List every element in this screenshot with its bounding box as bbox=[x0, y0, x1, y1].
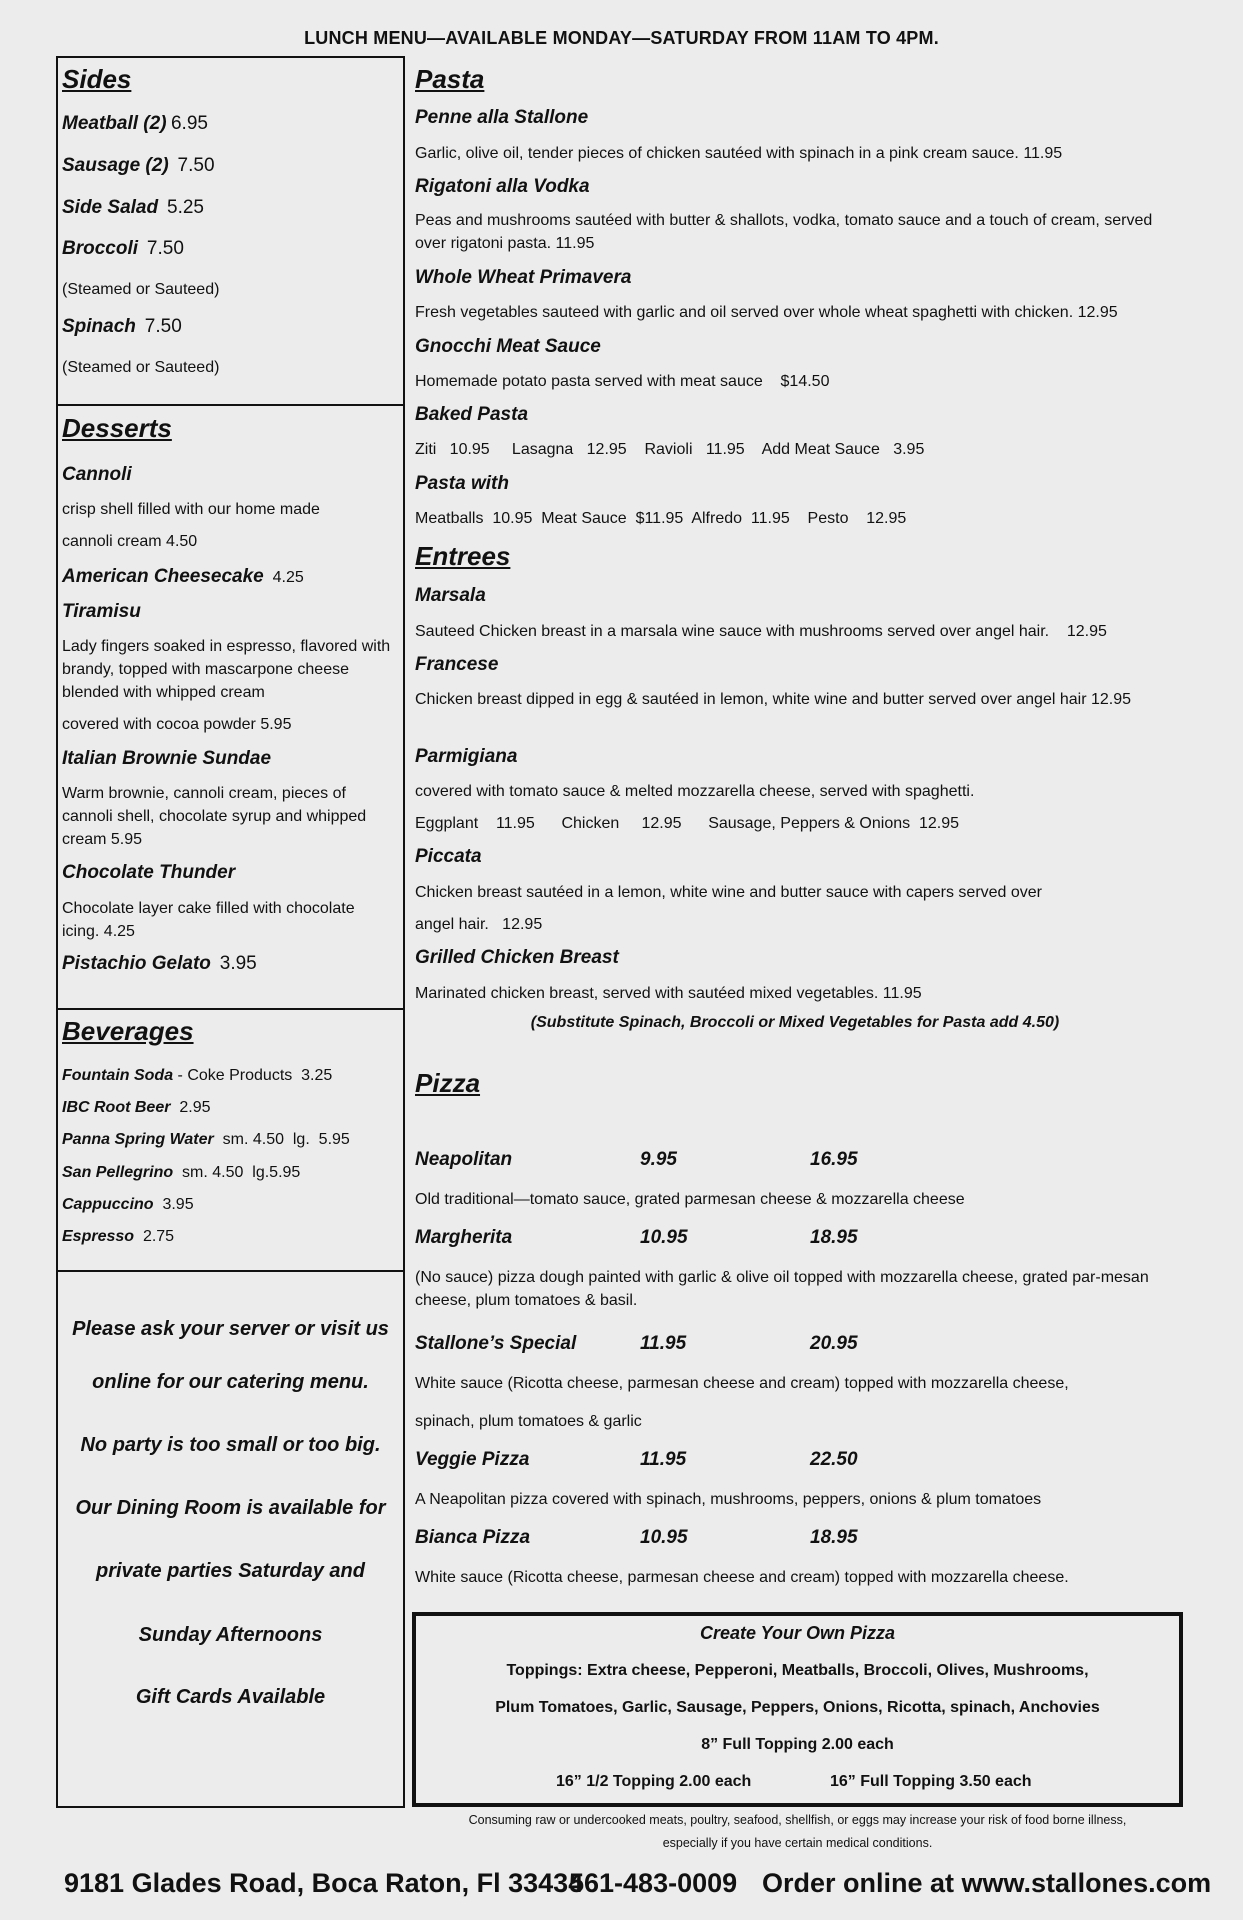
pizza-desc: White sauce (Ricotta cheese, parmesan cheese and cream) topped with mozzarella cheese. bbox=[415, 1569, 1069, 1586]
pizza-desc: Old traditional—tomato sauce, grated parmesan cheese & mozzarella cheese bbox=[415, 1191, 965, 1208]
entree-desc: Eggplant 11.95 Chicken 12.95 Sausage, Peppers & Onions 12.95 bbox=[415, 815, 960, 832]
catering-box bbox=[56, 1270, 405, 1808]
pizza-large-price: 16.95 bbox=[810, 1149, 858, 1170]
beverage-detail: sm. 4.50 lg. 5.95 bbox=[213, 1131, 350, 1148]
pizza-desc: White sauce (Ricotta cheese, parmesan cheese and cream) topped with mozzarella cheese, bbox=[415, 1375, 1069, 1392]
side-price: 7.50 bbox=[144, 316, 182, 337]
beverage-item bbox=[62, 1096, 210, 1119]
dessert-name: Italian Brownie Sundae bbox=[62, 748, 272, 769]
side-price: 7.50 bbox=[177, 155, 215, 176]
catering-line: online for our catering menu. bbox=[92, 1371, 369, 1393]
pizza-large-price: 20.95 bbox=[810, 1333, 858, 1354]
footer-phone: 561-483-0009 bbox=[569, 1868, 738, 1898]
catering-line: Gift Cards Available bbox=[135, 1686, 326, 1708]
pizza-name: Margherita bbox=[415, 1227, 513, 1248]
health-warning: Consuming raw or undercooked meats, poultry, seafood, shellfish, or eggs may increase your risk of food borne illness, bbox=[468, 1813, 1127, 1827]
beverage-name: Fountain Soda bbox=[62, 1067, 174, 1084]
create-eight-inch: 8” Full Topping 2.00 each bbox=[701, 1736, 894, 1753]
side-item bbox=[62, 238, 184, 260]
side-note: (Steamed or Sauteed) bbox=[62, 281, 220, 298]
pasta-desc: Fresh vegetables sauteed with garlic and oil served over whole wheat spaghetti with chicken. 12.95 bbox=[415, 304, 1118, 321]
pasta-name: Whole Wheat Primavera bbox=[415, 267, 632, 288]
beverage-name: IBC Root Beer bbox=[62, 1099, 171, 1116]
dessert-item bbox=[62, 953, 257, 975]
catering-line: Our Dining Room is available for bbox=[75, 1497, 386, 1519]
side-item bbox=[62, 197, 204, 219]
pizza-desc: spinach, plum tomatoes & garlic bbox=[415, 1413, 642, 1430]
sides-box bbox=[56, 56, 405, 406]
dessert-name: Cannoli bbox=[62, 464, 132, 485]
dessert-name: Pistachio Gelato bbox=[62, 953, 211, 974]
pasta-name: Penne alla Stallone bbox=[415, 107, 589, 128]
entree-desc: Sauteed Chicken breast in a marsala wine sauce with mushrooms served over angel hair. 12.95 bbox=[415, 623, 1107, 640]
beverage-detail: sm. 4.50 lg.5.95 bbox=[173, 1164, 301, 1181]
substitute-note: (Substitute Spinach, Broccoli or Mixed Vegetables for Pasta add 4.50) bbox=[530, 1014, 1060, 1031]
dessert-price: 4.25 bbox=[272, 569, 304, 586]
entree-desc: Chicken breast dipped in egg & sautéed in lemon, white wine and butter served over angel hair 12.95 bbox=[415, 691, 1132, 708]
beverage-detail: 3.95 bbox=[153, 1196, 194, 1213]
pizza-name: Veggie Pizza bbox=[415, 1449, 530, 1470]
pizza-small-price: 11.95 bbox=[640, 1449, 687, 1470]
pasta-desc: Ziti 10.95 Lasagna 12.95 Ravioli 11.95 Add Meat Sauce 3.95 bbox=[415, 441, 925, 458]
dessert-desc: crisp shell filled with our home made bbox=[62, 501, 320, 518]
entree-name: Parmigiana bbox=[415, 746, 518, 767]
side-price: 6.95 bbox=[170, 113, 208, 134]
pasta-desc: Meatballs 10.95 Meat Sauce $11.95 Alfredo 11.95 Pesto 12.95 bbox=[415, 510, 907, 527]
entrees-title: Entrees bbox=[415, 541, 511, 571]
entree-name: Grilled Chicken Breast bbox=[415, 947, 619, 968]
footer-address: 9181 Glades Road, Boca Raton, Fl 33434 bbox=[64, 1868, 584, 1898]
dessert-desc: covered with cocoa powder 5.95 bbox=[62, 716, 292, 733]
pasta-title: Pasta bbox=[415, 64, 485, 94]
entree-desc: Marinated chicken breast, served with sautéed mixed vegetables. 11.95 bbox=[415, 985, 922, 1002]
menu-header: LUNCH MENU—AVAILABLE MONDAY—SATURDAY FROM 11AM TO 4PM. bbox=[304, 28, 939, 48]
pizza-small-price: 11.95 bbox=[640, 1333, 687, 1354]
desserts-title: Desserts bbox=[62, 413, 172, 443]
side-name: Meatball (2) bbox=[62, 113, 167, 134]
side-name: Side Salad bbox=[62, 197, 159, 218]
create-title: Create Your Own Pizza bbox=[699, 1623, 896, 1643]
pizza-desc: (No sauce) pizza dough painted with garlic & olive oil topped with mozzarella cheese, grated par-mesan cheese, plum tomatoes & basil. bbox=[415, 1269, 1149, 1309]
side-item bbox=[62, 113, 208, 135]
dessert-desc: Warm brownie, cannoli cream, pieces of cannoli shell, chocolate syrup and whipped cream 5.95 bbox=[62, 785, 367, 848]
dessert-name: American Cheesecake bbox=[62, 566, 264, 587]
side-note: (Steamed or Sauteed) bbox=[62, 359, 220, 376]
beverages-title: Beverages bbox=[62, 1016, 194, 1046]
pasta-desc: Peas and mushrooms sautéed with butter & shallots, vodka, tomato sauce and a touch of cream, served over rigatoni pasta. 11.95 bbox=[415, 212, 1153, 252]
entree-name: Francese bbox=[415, 654, 499, 675]
side-name: Broccoli bbox=[62, 238, 139, 259]
pasta-name: Baked Pasta bbox=[415, 404, 529, 425]
pizza-small-price: 9.95 bbox=[640, 1149, 677, 1170]
create-toppings: Toppings: Extra cheese, Pepperoni, Meatballs, Broccoli, Olives, Mushrooms, bbox=[506, 1662, 1089, 1679]
pizza-large-price: 22.50 bbox=[810, 1449, 858, 1470]
pizza-name: Bianca Pizza bbox=[415, 1527, 531, 1548]
pizza-large-price: 18.95 bbox=[810, 1527, 858, 1548]
catering-line: Please ask your server or visit us bbox=[72, 1318, 389, 1340]
pizza-small-price: 10.95 bbox=[640, 1527, 688, 1548]
dessert-name: Tiramisu bbox=[62, 601, 141, 622]
entree-desc: Chicken breast sautéed in a lemon, white wine and butter sauce with capers served over bbox=[415, 884, 1043, 901]
pizza-name: Neapolitan bbox=[415, 1149, 513, 1170]
side-item bbox=[62, 155, 215, 177]
create-half-topping: 16” 1/2 Topping 2.00 each bbox=[556, 1773, 752, 1790]
pasta-desc: Homemade potato pasta served with meat sauce $14.50 bbox=[415, 373, 830, 390]
create-toppings: Plum Tomatoes, Garlic, Sausage, Peppers, Onions, Ricotta, spinach, Anchovies bbox=[495, 1699, 1100, 1716]
entree-desc: covered with tomato sauce & melted mozzarella cheese, served with spaghetti. bbox=[415, 783, 975, 800]
health-warning: especially if you have certain medical conditions. bbox=[662, 1836, 933, 1850]
side-name: Sausage (2) bbox=[62, 155, 169, 176]
beverage-item bbox=[62, 1128, 350, 1151]
dessert-desc: Lady fingers soaked in espresso, flavored with brandy, topped with mascarpone cheese blended with whipped cream bbox=[62, 638, 391, 701]
side-price: 5.25 bbox=[167, 197, 204, 218]
entree-desc: angel hair. 12.95 bbox=[415, 916, 543, 933]
dessert-price: 3.95 bbox=[219, 953, 257, 974]
pizza-title: Pizza bbox=[415, 1068, 481, 1098]
entree-name: Marsala bbox=[415, 585, 486, 606]
beverage-detail: 2.95 bbox=[170, 1099, 211, 1116]
beverage-name: Espresso bbox=[62, 1228, 135, 1245]
pizza-desc: A Neapolitan pizza covered with spinach, mushrooms, peppers, onions & plum tomatoes bbox=[415, 1491, 1042, 1508]
beverage-item bbox=[62, 1225, 174, 1248]
pasta-desc: Garlic, olive oil, tender pieces of chicken sautéed with spinach in a pink cream sauce. 11.95 bbox=[415, 145, 1063, 162]
beverage-name: Panna Spring Water bbox=[62, 1131, 214, 1148]
pizza-large-price: 18.95 bbox=[810, 1227, 858, 1248]
sides-title: Sides bbox=[62, 64, 132, 94]
beverage-name: Cappuccino bbox=[62, 1196, 154, 1213]
catering-line: No party is too small or too big. bbox=[80, 1434, 381, 1456]
side-name: Spinach bbox=[62, 316, 136, 337]
pizza-name: Stallone’s Special bbox=[415, 1333, 577, 1354]
beverage-detail: 2.75 bbox=[134, 1228, 175, 1245]
pasta-name: Rigatoni alla Vodka bbox=[415, 176, 590, 197]
footer-online[interactable]: Order online at www.stallones.com bbox=[762, 1868, 1212, 1898]
dessert-name: Chocolate Thunder bbox=[62, 862, 236, 883]
side-item bbox=[62, 316, 182, 338]
pasta-name: Pasta with bbox=[415, 473, 509, 494]
catering-line: private parties Saturday and bbox=[96, 1560, 365, 1582]
catering-line: Sunday Afternoons bbox=[138, 1624, 323, 1646]
beverage-item bbox=[62, 1064, 332, 1087]
entree-name: Piccata bbox=[415, 846, 482, 867]
pizza-small-price: 10.95 bbox=[640, 1227, 688, 1248]
beverage-item bbox=[62, 1161, 300, 1184]
beverage-item bbox=[62, 1193, 194, 1216]
side-price: 7.50 bbox=[146, 238, 184, 259]
beverage-detail: - Coke Products 3.25 bbox=[173, 1067, 333, 1084]
create-full-topping: 16” Full Topping 3.50 each bbox=[830, 1773, 1032, 1790]
dessert-item bbox=[62, 566, 304, 589]
pasta-name: Gnocchi Meat Sauce bbox=[415, 336, 601, 357]
dessert-desc: cannoli cream 4.50 bbox=[62, 533, 198, 550]
beverage-name: San Pellegrino bbox=[62, 1164, 174, 1181]
dessert-desc: Chocolate layer cake filled with chocolate icing. 4.25 bbox=[62, 900, 355, 940]
